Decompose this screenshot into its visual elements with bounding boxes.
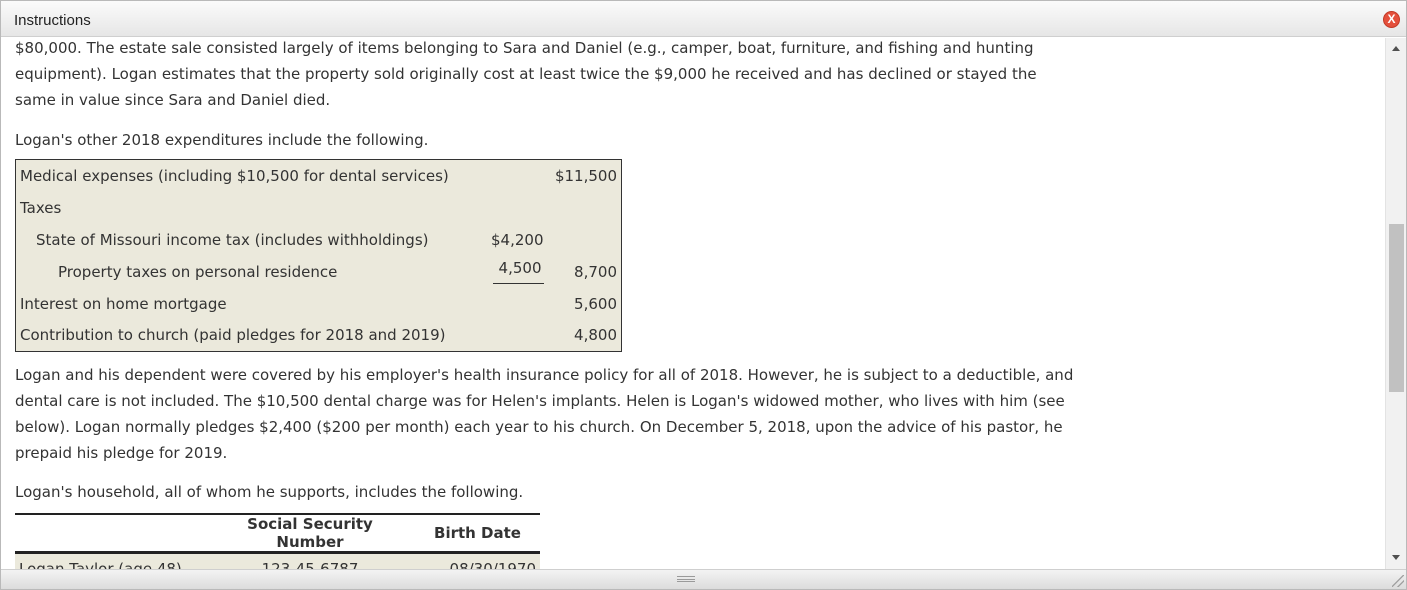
expenditures-table: [15, 159, 622, 352]
paragraph-estate-sale: $80,000. The estate sale consisted largely of items belonging to Sara and Daniel (e.g., camper, boat, furniture, and fishing and hunting equipment). Logan estimates that the property sold originally cost at least twice the $9,000 he received and has declined or stayed the same in value since Sara and Daniel died.: [15, 39, 1037, 109]
table-row: [16, 160, 622, 192]
paragraph-insurance: Logan and his dependent were covered by his employer's health insurance policy for all of 2018. However, he is subject to a deductible, and dental care is not included. The $10,500 dental charge was for Helen's implants. Helen is Logan's widowed mother, who lives with him (see below). Logan normally pledges $2,400 ($200 per month) each year to his church. On December 5, 2018, upon the advice of his pastor, he prepaid his pledge for 2019.: [15, 366, 1074, 462]
table-row: [16, 256, 622, 288]
instructions-content: [1, 38, 1385, 569]
expense-sub-amount: [468, 256, 548, 288]
column-header-ssn: Social Security Number: [205, 514, 415, 553]
vertical-scrollbar[interactable]: [1385, 38, 1406, 569]
expense-total: $11,500: [554, 166, 617, 185]
expense-sub-amount-value: 4,500: [493, 259, 544, 284]
expense-sub-amount: $4,200: [491, 230, 544, 249]
table-row: [16, 224, 622, 256]
table-row: [16, 320, 622, 352]
expense-sub-amount: [468, 288, 548, 320]
scroll-down-icon[interactable]: [1392, 555, 1400, 560]
expense-label: Property taxes on personal residence: [58, 262, 338, 281]
column-header-birth-date: Birth Date: [415, 514, 540, 553]
expense-total: 8,700: [574, 262, 617, 281]
scroll-up-icon[interactable]: [1392, 46, 1400, 51]
expense-total: [548, 224, 622, 256]
paragraph-expenditures-intro: Logan's other 2018 expenditures include the following.: [15, 131, 429, 149]
table-row: [16, 192, 622, 224]
column-header-name: [15, 514, 205, 553]
expense-total: 5,600: [574, 294, 617, 313]
table-row: [16, 288, 622, 320]
expense-label: Medical expenses (including $10,500 for dental services): [20, 166, 449, 185]
expense-label: State of Missouri income tax (includes withholdings): [36, 230, 429, 249]
table-header-row: [15, 514, 540, 553]
expense-sub-amount: [468, 192, 548, 224]
paragraph-household-intro: Logan's household, all of whom he supports, includes the following.: [15, 483, 524, 501]
close-icon[interactable]: X: [1383, 11, 1400, 28]
expense-sub-amount: [468, 160, 548, 192]
drag-grip-icon[interactable]: [677, 576, 695, 582]
bottom-bar: [1, 569, 1406, 589]
expense-label: Interest on home mortgage: [20, 294, 227, 313]
resize-handle-icon[interactable]: [1392, 575, 1404, 587]
window-title: Instructions: [14, 12, 91, 29]
title-bar[interactable]: [1, 1, 1406, 37]
scrollbar-thumb[interactable]: [1389, 224, 1404, 392]
expense-label: Taxes: [20, 198, 62, 217]
expense-total: 4,800: [574, 326, 617, 345]
expense-sub-amount: [468, 320, 548, 352]
expense-total: [548, 192, 622, 224]
expense-label: Contribution to church (paid pledges for 2018 and 2019): [20, 326, 446, 345]
